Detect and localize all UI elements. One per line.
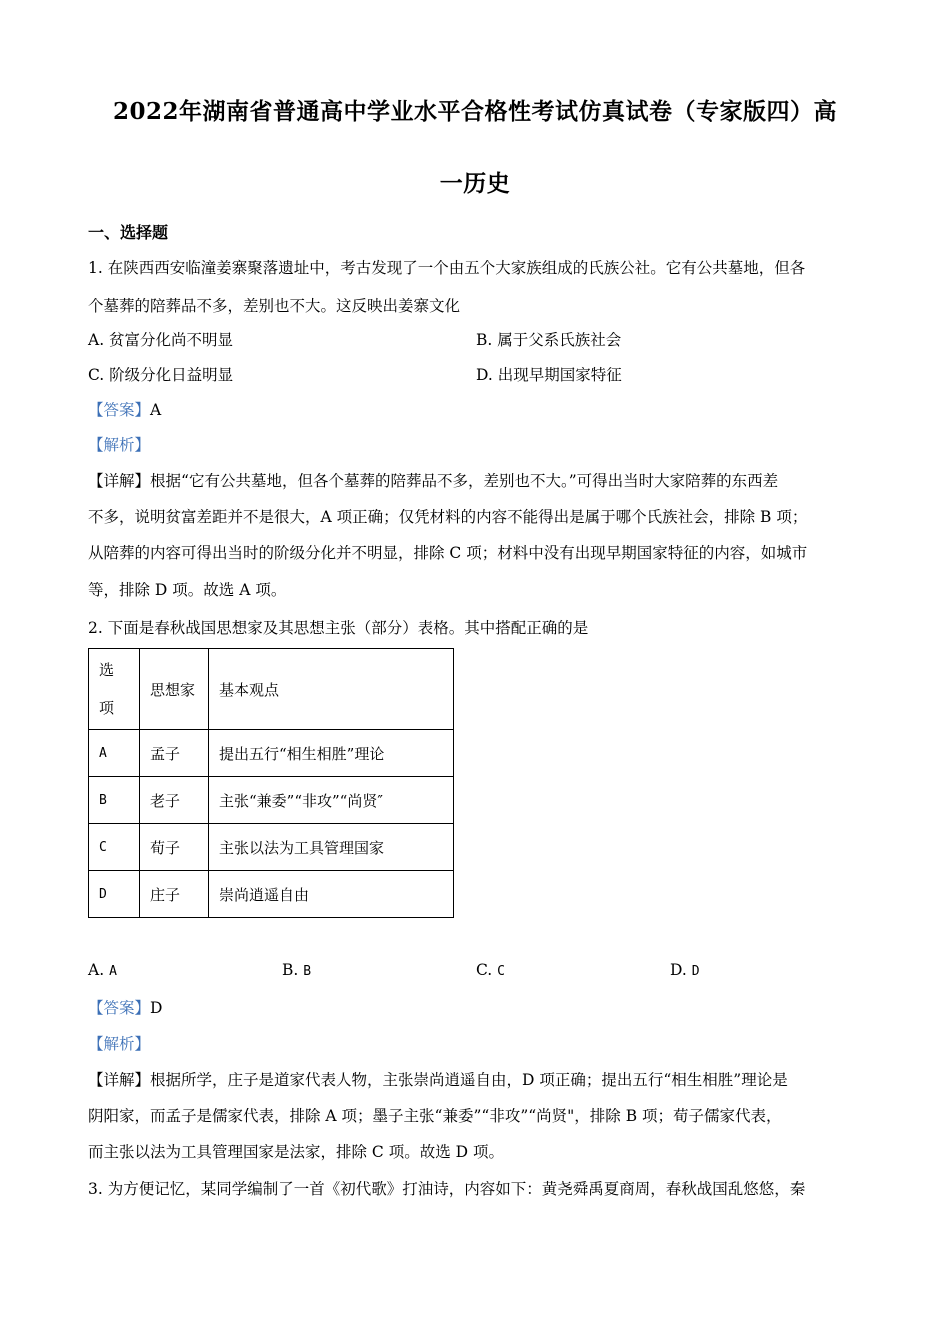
- table-header-option: [89, 649, 140, 730]
- q2-option-a-value: A: [109, 964, 117, 979]
- q2-option-c-label: C.: [476, 961, 498, 979]
- table-cell-option: C: [89, 824, 140, 871]
- header-option-char2: 项: [99, 699, 115, 717]
- q2-detail-line3: 而主张以法为工具管理国家是法家，排除 C 项。故选 D 项。: [88, 1143, 504, 1161]
- exam-title-line1: 2022年湖南省普通高中学业水平合格性考试仿真试卷（专家版四）高: [112, 98, 837, 125]
- q1-analysis-tag: 【解析】: [88, 436, 151, 454]
- header-option-char1: 选: [99, 661, 115, 679]
- q2-option-c-value: C: [497, 964, 505, 979]
- table-cell-view: 崇尚逍遥自由: [209, 871, 454, 918]
- q2-stem: 2. 下面是春秋战国思想家及其思想主张（部分）表格。其中搭配正确的是: [88, 619, 589, 637]
- q2-option-d: [670, 961, 700, 979]
- q2-detail-text1: 根据所学，庄子是道家代表人物，主张崇尚逍遥自由，D 项正确；提出五行“相生相胜”理论是: [150, 1071, 788, 1089]
- q1-answer: [88, 398, 868, 420]
- q2-answer-value: D: [150, 999, 163, 1017]
- q2-option-b: [282, 961, 311, 979]
- q2-option-d-label: D.: [670, 961, 692, 979]
- table-header-row: [89, 649, 454, 730]
- q1-option-a: A. 贫富分化尚不明显: [88, 331, 234, 349]
- table-cell-view: 提出五行“相生相胜”理论: [209, 730, 454, 777]
- q1-detail-line4: 等，排除 D 项。故选 A 项。: [88, 581, 287, 599]
- q1-answer-value: A: [150, 401, 162, 419]
- table-cell-option: A: [89, 730, 140, 777]
- table-header-thinker: 思想家: [140, 649, 209, 730]
- q1-answer-tag: 【答案】: [88, 401, 151, 419]
- table-row: [89, 730, 454, 777]
- q1-stem-line2: 个墓葬的陪葬品不多，差别也不大。这反映出姜寨文化: [88, 297, 461, 315]
- q2-option-b-label: B.: [282, 961, 304, 979]
- q1-option-c: C. 阶级分化日益明显: [88, 366, 234, 384]
- q1-detail-line2: 不多，说明贫富差距并不是很大，A 项正确；仅凭材料的内容不能得出是属于哪个氏族社会，排除 B 项；: [88, 508, 808, 526]
- q2-answer-tag: 【答案】: [88, 999, 151, 1017]
- table-cell-thinker: 老子: [140, 777, 209, 824]
- q2-option-c: [476, 961, 505, 979]
- q1-detail-text1: 根据“它有公共墓地，但各个墓葬的陪葬品不多，差别也不大。”可得出当时大家陪葬的东西差: [150, 472, 779, 490]
- q1-detail-line1: [88, 469, 868, 491]
- section-heading: 一、选择题: [88, 223, 169, 242]
- thinkers-table: [88, 648, 454, 918]
- q2-answer: [88, 996, 868, 1018]
- exam-title-line2: 一历史: [439, 170, 511, 197]
- table-cell-thinker: 孟子: [140, 730, 209, 777]
- table-cell-option: B: [89, 777, 140, 824]
- q3-stem-line1: 3. 为方便记忆，某同学编制了一首《初代歌》打油诗，内容如下：黄尧舜禹夏商周，春秋战国乱悠悠，秦: [88, 1180, 806, 1198]
- table-cell-thinker: 庄子: [140, 871, 209, 918]
- q2-detail-tag: 【详解】: [88, 1071, 151, 1089]
- q2-option-d-value: D: [691, 964, 700, 979]
- q1-detail-line3: 从陪葬的内容可得出当时的阶级分化并不明显，排除 C 项；材料中没有出现早期国家特征的内容，如城市: [88, 544, 808, 562]
- q2-option-b-value: B: [303, 964, 312, 979]
- table-row: [89, 777, 454, 824]
- table-cell-thinker: 荀子: [140, 824, 209, 871]
- q1-option-b: B. 属于父系氏族社会: [476, 331, 622, 349]
- q2-analysis-tag: 【解析】: [88, 1035, 151, 1053]
- q1-stem-line1: 1. 在陕西西安临潼姜寨聚落遗址中，考古发现了一个由五个大家族组成的氏族公社。它有公共墓地，但各: [88, 259, 806, 277]
- q2-option-a: [88, 961, 117, 979]
- table-cell-option: D: [89, 871, 140, 918]
- q2-detail-line2: 阴阳家，而孟子是儒家代表，排除 A 项；墨子主张“兼委”“非攻”“尚贤"，排除 B 项；荀子儒家代表，: [88, 1107, 782, 1125]
- table-row: [89, 824, 454, 871]
- table-cell-view: 主张“兼委”“非攻”“尚贤″: [209, 777, 454, 824]
- q1-option-d: D. 出现早期国家特征: [476, 366, 622, 384]
- q2-detail-line1: [88, 1068, 868, 1090]
- table-cell-view: 主张以法为工具管理国家: [209, 824, 454, 871]
- q1-detail-tag: 【详解】: [88, 472, 151, 490]
- q2-option-a-label: A.: [88, 961, 110, 979]
- table-header-view: 基本观点: [209, 649, 454, 730]
- table-row: [89, 871, 454, 918]
